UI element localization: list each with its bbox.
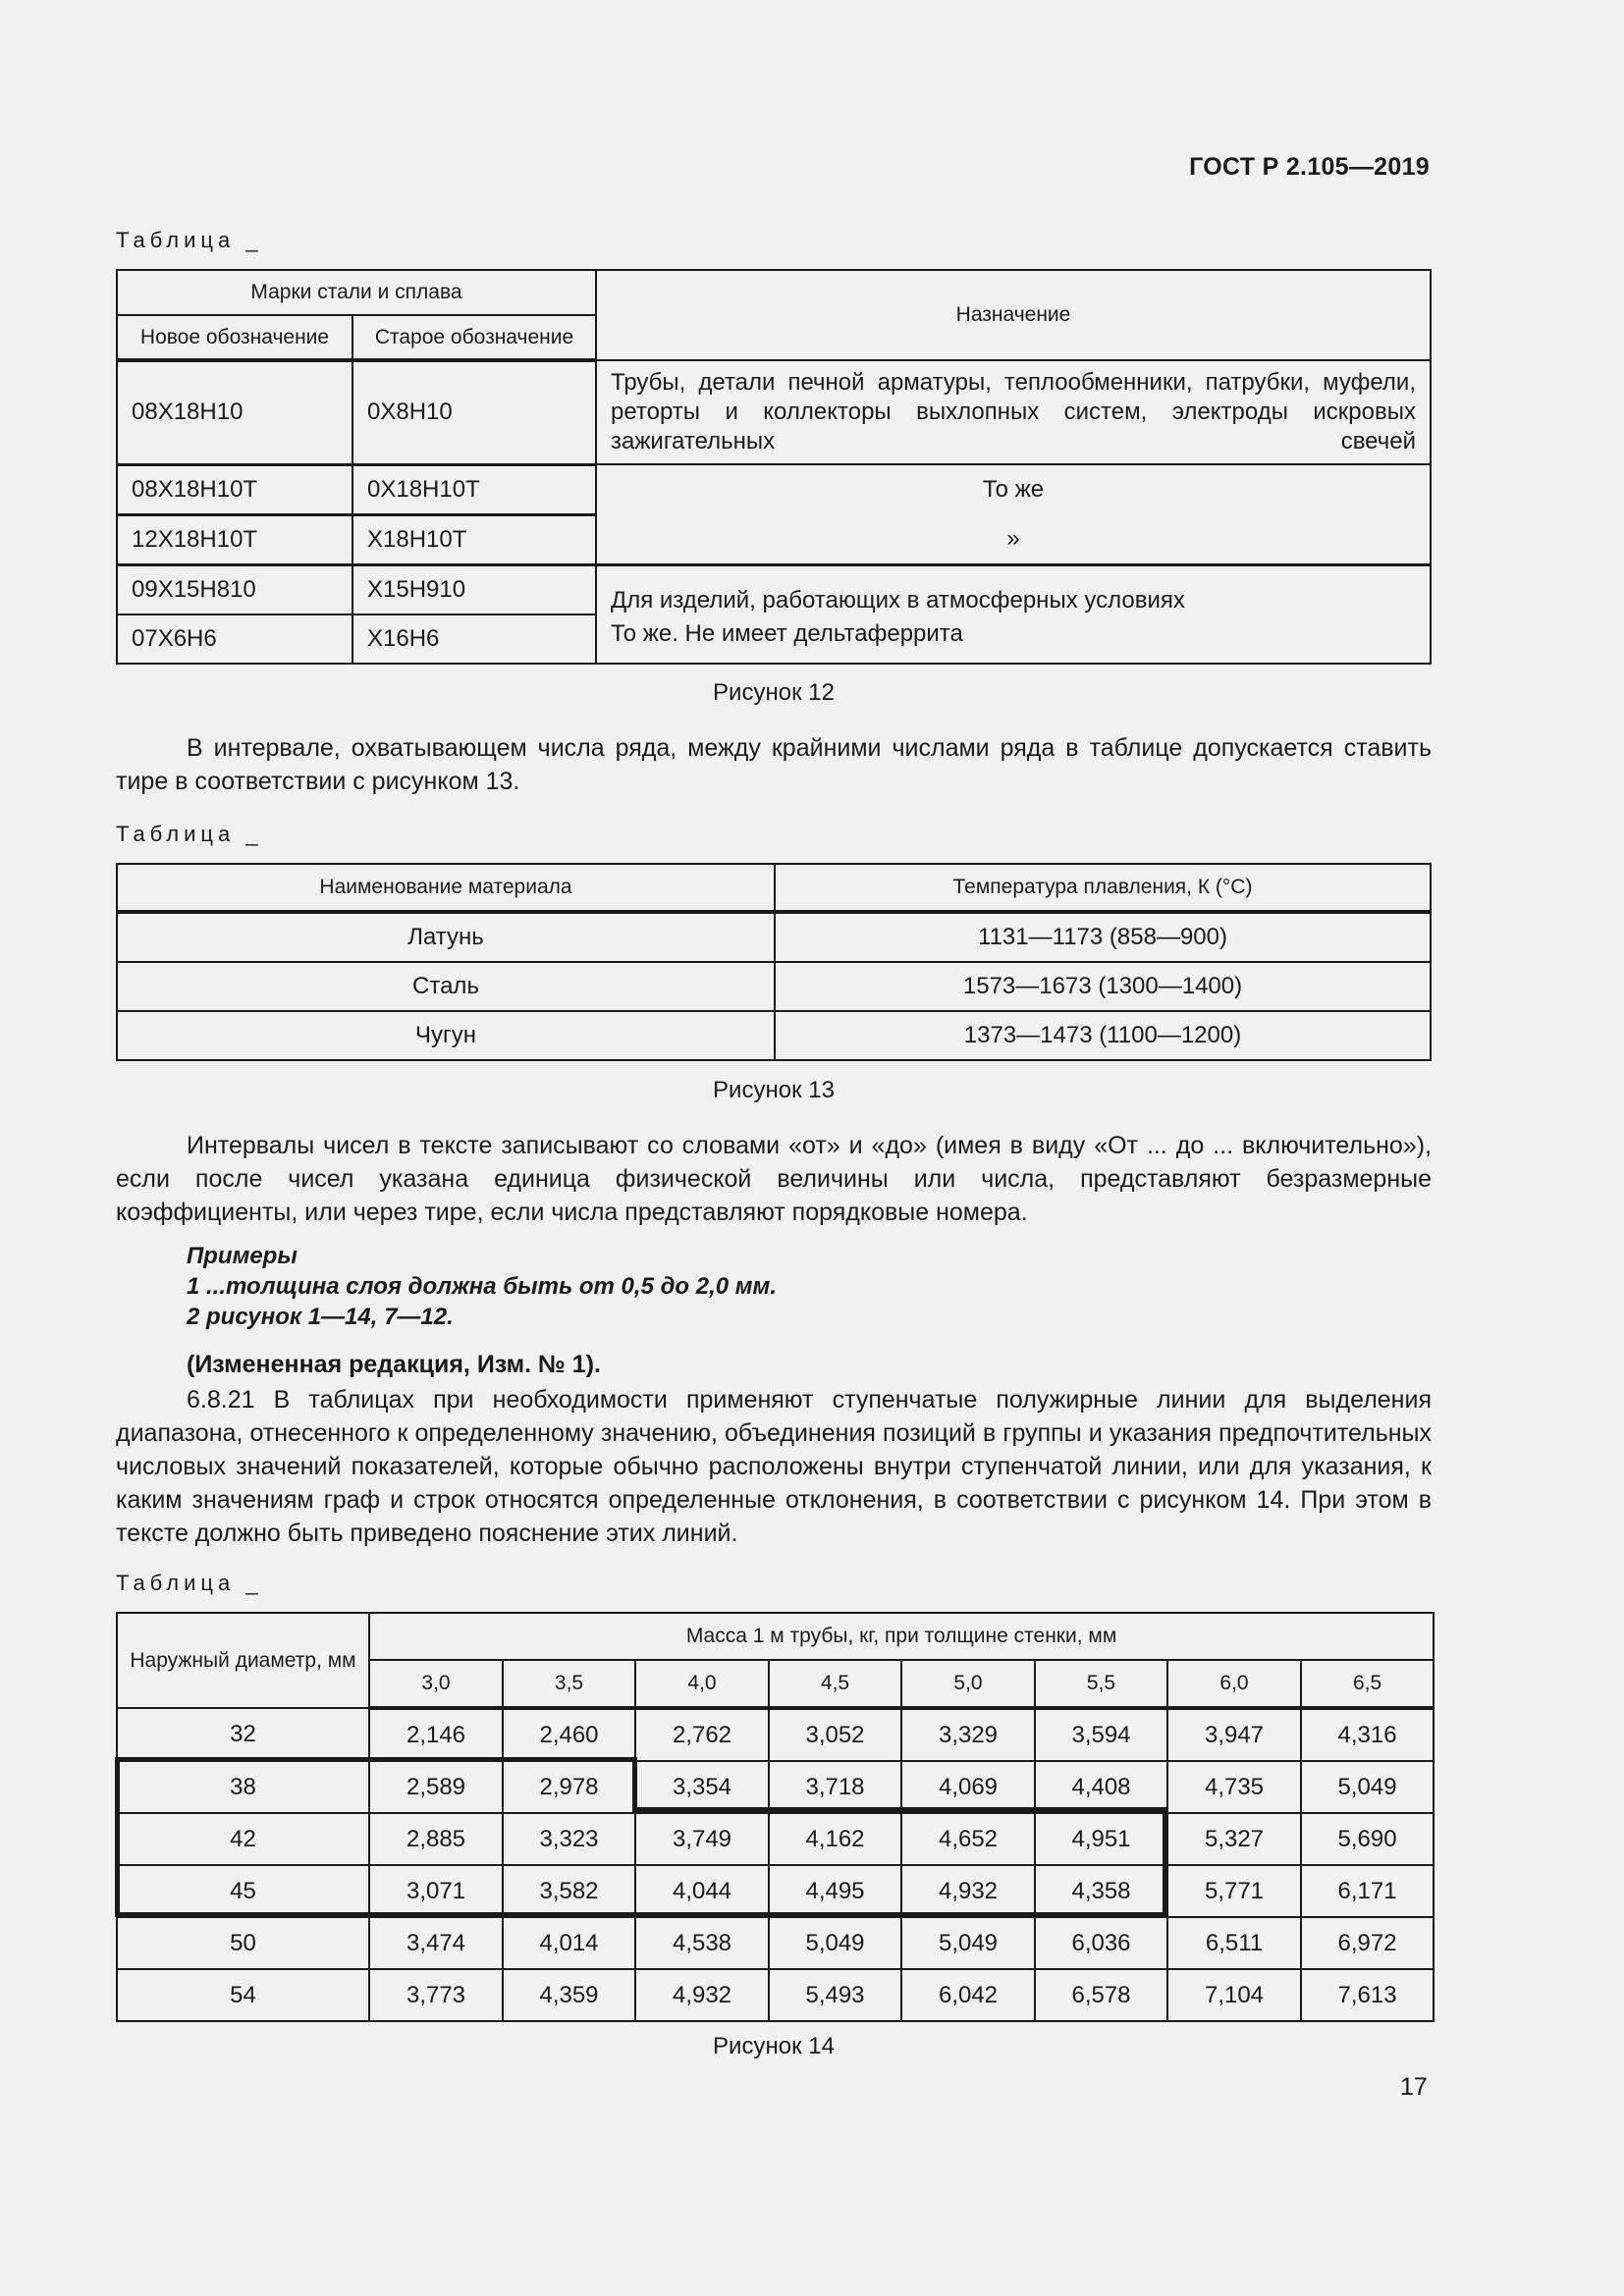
- stepped-line: [115, 1912, 1167, 1917]
- cell-purpose: »: [1006, 525, 1020, 552]
- cell-mass: 4,735: [1167, 1761, 1301, 1813]
- table-row: [117, 1969, 1434, 2021]
- table-13: [116, 863, 1432, 1061]
- cell-mass: 5,771: [1167, 1865, 1301, 1917]
- cell-mass: 6,042: [901, 1969, 1035, 2021]
- cell-diameter: 32: [117, 1708, 369, 1761]
- cell-mass: 2,762: [635, 1708, 769, 1761]
- cell-mass: 2,885: [369, 1813, 503, 1865]
- cell-mass: 6,171: [1301, 1865, 1434, 1917]
- table-row: [117, 1011, 1431, 1060]
- header-thickness: 6,0: [1167, 1660, 1301, 1708]
- cell-mass: 5,327: [1167, 1813, 1301, 1865]
- stepped-line: [115, 1757, 636, 1762]
- cell-material: Латунь: [117, 912, 775, 962]
- cell-mass: 4,014: [503, 1917, 635, 1969]
- cell-mass: 7,613: [1301, 1969, 1434, 2021]
- amendment-note: (Измененная редакция, Изм. № 1).: [187, 1351, 601, 1378]
- cell-temp: 1573—1673 (1300—1400): [775, 962, 1431, 1011]
- cell-diameter: 42: [117, 1813, 369, 1865]
- cell-mass: 6,036: [1035, 1917, 1167, 1969]
- cell-material: Чугун: [117, 1011, 775, 1060]
- table-row: [117, 1813, 1434, 1865]
- cell-mass: 4,538: [635, 1917, 769, 1969]
- cell-mass: 4,652: [901, 1813, 1035, 1865]
- header-new-designation: Новое обозначение: [117, 315, 352, 360]
- cell-old: 0Х18Н10Т: [352, 464, 596, 514]
- cell-mass: 3,718: [769, 1761, 901, 1813]
- table-row: [117, 1761, 1434, 1813]
- cell-mass: 4,316: [1301, 1708, 1434, 1761]
- cell-purpose: Трубы, детали печной арматуры, теплообменники, патрубки, муфели, реторты и коллекторы выхлопных систем, электроды искровых зажигательных свечей: [596, 360, 1431, 464]
- header-thickness: 3,5: [503, 1660, 635, 1708]
- cell-mass: 3,071: [369, 1865, 503, 1917]
- standard-header: ГОСТ Р 2.105—2019: [1189, 153, 1430, 181]
- header-thickness: 5,0: [901, 1660, 1035, 1708]
- cell-mass: 4,932: [635, 1969, 769, 2021]
- header-thickness: 4,0: [635, 1660, 769, 1708]
- cell-new: 12Х18Н10Т: [117, 514, 352, 564]
- cell-mass: 4,495: [769, 1865, 901, 1917]
- stepped-line: [115, 1757, 120, 1917]
- cell-new: 08Х18Н10: [117, 360, 352, 464]
- cell-new: 08Х18Н10Т: [117, 464, 352, 514]
- table-row: [117, 565, 1431, 614]
- cell-purpose: Для изделий, работающих в атмосферных условиях: [611, 587, 1185, 614]
- cell-mass: 3,749: [635, 1813, 769, 1865]
- table-12: [116, 269, 1432, 665]
- page-number: 17: [1400, 2073, 1428, 2101]
- cell-mass: 2,460: [503, 1708, 635, 1761]
- paragraph-intervals: Интервалы чисел в тексте записывают со словами «от» и «до» (имея в виду «От ... до ... включительно»), если после чисел указана единица физической величины или числа, представляют безразмерные коэффициенты, или через тире, если числа представляют порядковые номера.: [116, 1132, 1432, 1226]
- header-melting-temp: Температура плавления, К (°С): [775, 864, 1431, 912]
- cell-diameter: 54: [117, 1969, 369, 2021]
- header-thickness: 6,5: [1301, 1660, 1434, 1708]
- header-old-designation: Старое обозначение: [352, 315, 596, 360]
- cell-mass: 4,408: [1035, 1761, 1167, 1813]
- cell-temp: 1373—1473 (1100—1200): [775, 1011, 1431, 1060]
- cell-purpose: То же: [982, 476, 1045, 503]
- cell-old: 0Х8Н10: [352, 360, 596, 464]
- header-outer-diameter: Наружный диаметр, мм: [117, 1613, 369, 1708]
- paragraph-interval-dash: В интервале, охватывающем числа ряда, между крайними числами ряда в таблице допускается ставить тире в соответствии с рисунком 13.: [116, 734, 1432, 795]
- cell-mass: 2,589: [369, 1761, 503, 1813]
- cell-material: Сталь: [117, 962, 775, 1011]
- cell-mass: 4,069: [901, 1761, 1035, 1813]
- cell-purpose-merged: [596, 464, 1431, 565]
- cell-mass: 4,162: [769, 1813, 901, 1865]
- table-row: [117, 464, 1431, 514]
- cell-diameter: 45: [117, 1865, 369, 1917]
- stepped-line: [632, 1807, 1167, 1812]
- table-row: [117, 360, 1431, 464]
- cell-mass: 6,972: [1301, 1917, 1434, 1969]
- stepped-line: [632, 1757, 637, 1811]
- table-row: [117, 962, 1431, 1011]
- header-thickness: 4,5: [769, 1660, 901, 1708]
- cell-mass: 6,511: [1167, 1917, 1301, 1969]
- cell-mass: 3,582: [503, 1865, 635, 1917]
- table-label-12: Таблица _: [116, 228, 263, 252]
- paragraph-6-8-21: 6.8.21 В таблицах при необходимости применяют ступенчатые полужирные линии для выделения диапазона, отнесенного к определенному значению, объединения позиций в группы и указания предпочтительных числовых значений показателей, которые обычно расположены внутри ступенчатой линии, или для указания, к каким значениям граф и строк относятся определенные отклонения, в соответствии с рисунком 14. При этом в тексте должно быть приведено пояснение этих линий.: [116, 1386, 1432, 1547]
- stepped-line: [1163, 1807, 1167, 1916]
- cell-mass: 3,329: [901, 1708, 1035, 1761]
- table-row: [117, 912, 1431, 962]
- cell-new: 07Х6Н6: [117, 614, 352, 664]
- cell-mass: 4,951: [1035, 1813, 1167, 1865]
- cell-mass: 2,978: [503, 1761, 635, 1813]
- table-row: [117, 1917, 1434, 1969]
- cell-mass: 2,146: [369, 1708, 503, 1761]
- cell-mass: 7,104: [1167, 1969, 1301, 2021]
- cell-mass: 3,323: [503, 1813, 635, 1865]
- header-mass: Масса 1 м трубы, кг, при толщине стенки, мм: [369, 1613, 1434, 1660]
- table-label-14: Таблица _: [116, 1571, 263, 1595]
- cell-mass: 4,358: [1035, 1865, 1167, 1917]
- cell-mass: 3,773: [369, 1969, 503, 2021]
- table-row: [117, 1865, 1434, 1917]
- cell-purpose: То же. Не имеет дельтаферрита: [611, 620, 963, 647]
- header-purpose: Назначение: [596, 270, 1431, 360]
- cell-mass: 5,049: [1301, 1761, 1434, 1813]
- example-1: 1 ...толщина слоя должна быть от 0,5 до 2,0 мм.: [187, 1273, 777, 1300]
- cell-mass: 6,578: [1035, 1969, 1167, 2021]
- figure-caption-14: Рисунок 14: [713, 2033, 835, 2059]
- table-14: [116, 1612, 1435, 2022]
- cell-mass: 3,354: [635, 1761, 769, 1813]
- header-thickness: 3,0: [369, 1660, 503, 1708]
- cell-temp: 1131—1173 (858—900): [775, 912, 1431, 962]
- cell-mass: 3,947: [1167, 1708, 1301, 1761]
- cell-mass: 5,049: [769, 1917, 901, 1969]
- cell-mass: 3,594: [1035, 1708, 1167, 1761]
- examples-title: Примеры: [187, 1243, 298, 1269]
- cell-mass: 3,052: [769, 1708, 901, 1761]
- cell-old: Х15Н910: [352, 565, 596, 614]
- cell-old: Х16Н6: [352, 614, 596, 664]
- header-thickness: 5,5: [1035, 1660, 1167, 1708]
- cell-mass: 4,359: [503, 1969, 635, 2021]
- cell-mass: 4,932: [901, 1865, 1035, 1917]
- example-2: 2 рисунок 1—14, 7—12.: [187, 1304, 454, 1330]
- cell-mass: 3,474: [369, 1917, 503, 1969]
- cell-diameter: 50: [117, 1917, 369, 1969]
- cell-diameter: 38: [117, 1761, 369, 1813]
- table-row: [117, 1708, 1434, 1761]
- table-label-13: Таблица _: [116, 822, 263, 846]
- cell-new: 09Х15Н810: [117, 565, 352, 614]
- header-steel-grades: Марки стали и сплава: [117, 270, 596, 315]
- cell-mass: 4,044: [635, 1865, 769, 1917]
- cell-mass: 5,493: [769, 1969, 901, 2021]
- cell-old: Х18Н10Т: [352, 514, 596, 564]
- cell-mass: 5,690: [1301, 1813, 1434, 1865]
- header-material: Наименование материала: [117, 864, 775, 912]
- figure-caption-13: Рисунок 13: [713, 1077, 835, 1103]
- cell-mass: 5,049: [901, 1917, 1035, 1969]
- cell-purpose-merged: [596, 565, 1431, 664]
- figure-caption-12: Рисунок 12: [713, 679, 835, 706]
